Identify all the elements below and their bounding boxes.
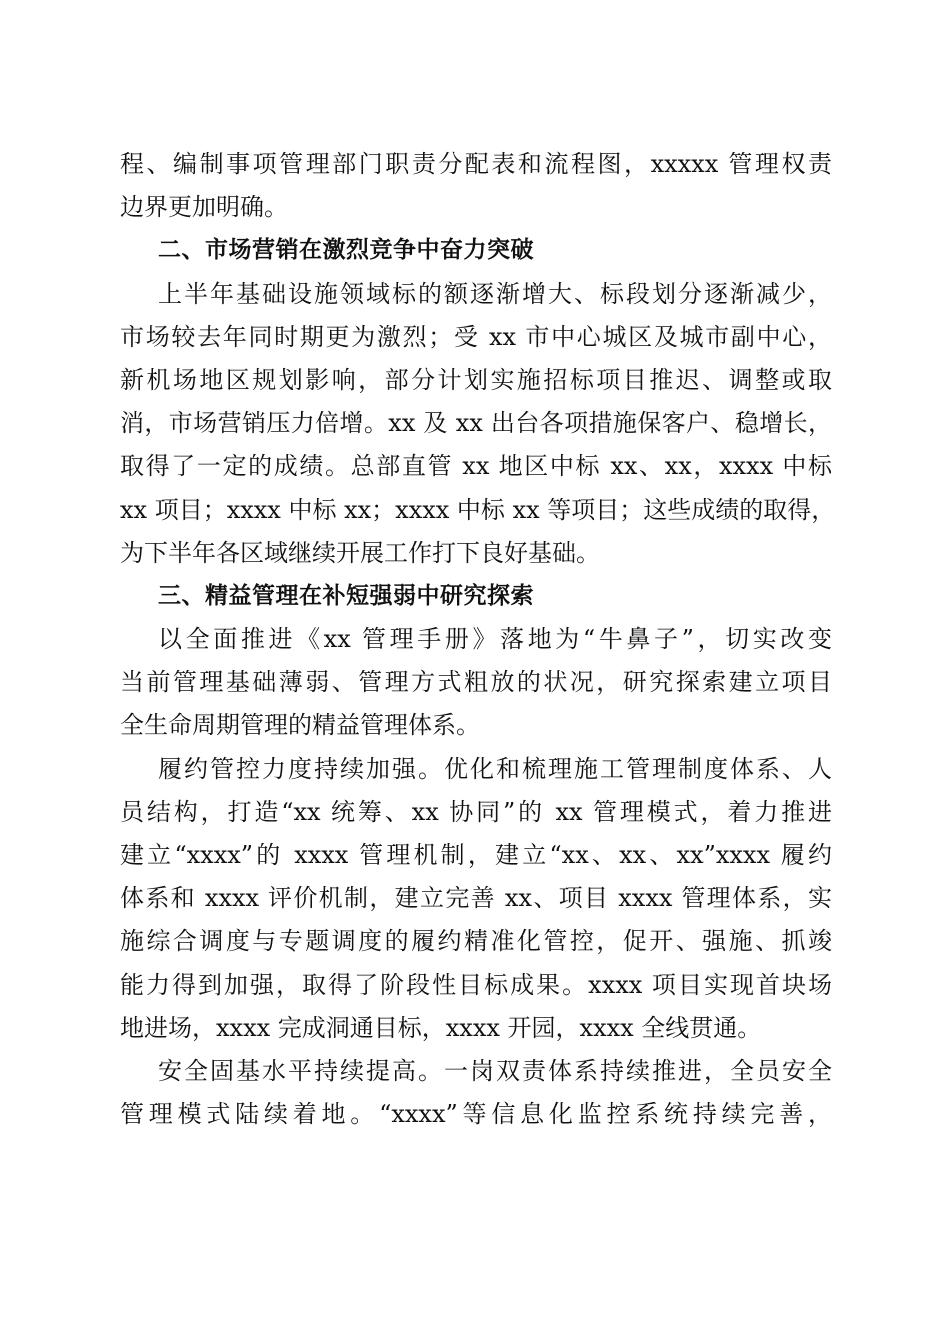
text-line: 履约管控力度持续加强。优化和梳理施工管理制度体系、人 — [158, 754, 832, 783]
text-line: 管理模式陆续着地。“xxxx”等信息化监控系统持续完善， — [120, 1100, 832, 1129]
text-line: 能力得到加强，取得了阶段性目标成果。xxxx 项目实现首块场 — [120, 970, 832, 999]
text-line: 新机场地区规划影响，部分计划实施招标项目推迟、调整或取 — [120, 365, 832, 394]
text-line: 上半年基础设施领域标的额逐渐增大、标段划分逐渐减少， — [158, 279, 832, 308]
document-page — [120, 143, 836, 1136]
text-line: 市场较去年同时期更为激烈；受 xx 市中心城区及城市副中心， — [120, 322, 832, 351]
text-line: 员结构，打造“xx 统筹、xx 协同”的 xx 管理模式，着力推进 — [120, 797, 832, 826]
market-paragraph — [120, 273, 836, 575]
text-line: 施综合调度与专题调度的履约精准化管控，促开、强施、抓竣 — [120, 927, 832, 956]
text-line: 以全面推进《xx 管理手册》落地为“牛鼻子”，切实改变 — [158, 625, 832, 654]
intro-paragraph — [120, 143, 832, 229]
text-line: 地进场，xxxx 完成洞通目标，xxxx 开园，xxxx 全线贯通。 — [120, 1013, 762, 1042]
section-heading-market: 二、市场营销在激烈竞争中奋力突破 — [158, 237, 534, 264]
text-line: 取得了一定的成绩。总部直管 xx 地区中标 xx、xx，xxxx 中标 — [120, 452, 832, 481]
text-line: xx 项目；xxxx 中标 xx；xxxx 中标 xx 等项目；这些成绩的取得， — [120, 495, 836, 524]
contract-control-paragraph — [120, 748, 832, 1050]
text-line: 为下半年各区域继续开展工作打下良好基础。 — [120, 538, 600, 567]
lean-management-paragraph — [120, 618, 832, 748]
text-line: 全生命周期管理的精益管理体系。 — [120, 711, 480, 740]
text-line: 建立“xxxx”的 xxxx 管理机制，建立“xx、xx、xx”xxxx 履约 — [120, 841, 832, 869]
section-heading-lean-management: 三、精益管理在补短强弱中研究探索 — [158, 582, 534, 609]
text-line: 消，市场营销压力倍增。xx 及 xx 出台各项措施保客户、稳增长， — [120, 409, 832, 438]
text-line: 安全固基水平持续提高。一岗双责体系持续推进，全员安全 — [158, 1056, 832, 1085]
text-line: 体系和 xxxx 评价机制，建立完善 xx、项目 xxxx 管理体系，实 — [120, 884, 832, 913]
text-line: 边界更加明确。 — [120, 193, 288, 222]
text-line: 当前管理基础薄弱、管理方式粗放的状况，研究探索建立项目 — [120, 668, 832, 697]
safety-paragraph — [120, 1050, 832, 1136]
text-line: 程、编制事项管理部门职责分配表和流程图，xxxxx 管理权责 — [120, 150, 832, 178]
